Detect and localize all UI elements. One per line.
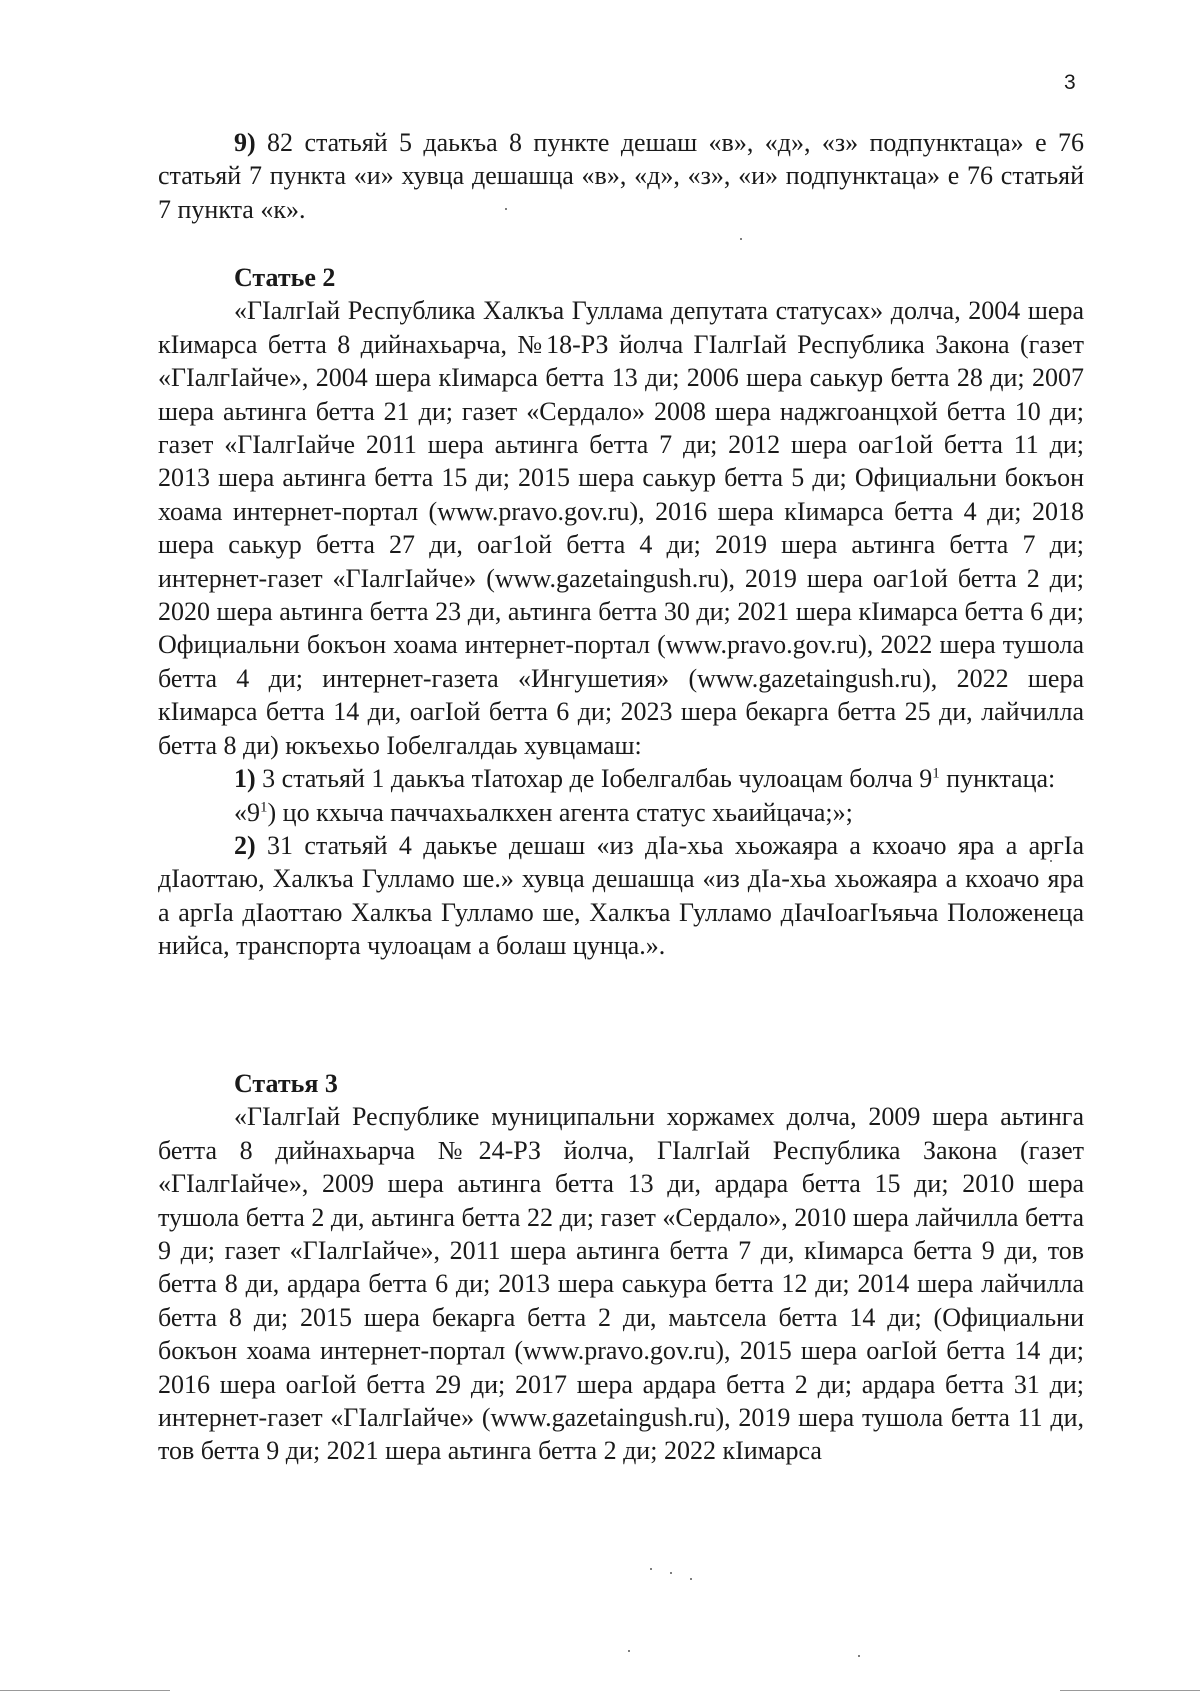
item-9-block <box>158 126 1084 226</box>
article-2-item-1-tail: пунктаца: <box>939 764 1056 794</box>
article-2-item-1-number: 1) <box>234 764 256 794</box>
scan-edge-line <box>1060 1690 1200 1691</box>
article-3-section <box>158 1067 1084 1468</box>
article-2-item-2 <box>158 829 1084 963</box>
article-2-item-1 <box>158 762 1084 795</box>
scan-speck <box>858 1655 860 1657</box>
article-3-intro: «ГIалгIай Республике муниципальни хоржамех долча, 2009 шера аьтинга бетта 8 дийнахьарча №24-РЗ йолча, ГIалгIай Республика Закона (газет «ГIалгIайче», 2009 шера аьтинга бетта 13 ди, ардара бетта 15 ди; 2010 шера тушола бетта 2 ди, аьтинга бетта 22 ди; газет «Сердало», 2010 шера лайчилла бетта 9 ди; газет «ГIалгIайче», 2011 шера аьтинга бетта 7 ди, кIимарса бетта 9 ди, тов бетта 8 ди, ардара бетта 6 ди; 2013 шера саькура бетта 12 ди; 2014 шера лайчилла бетта 8 ди; 2015 шера бекарга бетта 2 ди, маьтсела бетта 14 ди; (Официальни бокъон хоама интернет-портал (www.pravo.gov.ru), 2015 шера оагIой бетта 14 ди; 2016 шера оагIой бетта 29 ди; 2017 шера ардара бетта 2 ди; ардара бетта 31 ди; интернет-газет «ГIалгIайче» (www.gazetaingush.ru), 2019 шера тушола бетта 11 ди, тов бетта 9 ди; 2021 шера аьтинга бетта 2 ди; 2022 кIимарса <box>158 1102 1084 1466</box>
scan-speck <box>690 1578 692 1580</box>
scan-speck <box>628 1650 630 1652</box>
scan-speck <box>1050 860 1052 862</box>
item-9-text: 82 статьяй 5 даькъа 8 пункте дешаш «в», «д», «з» подпунктаца» е 76 статьяй 7 пункта «и» хувца дешашца «в», «д», «з», «и» подпунктаца» е 76 статьяй 7 пункта «к». <box>158 128 1084 224</box>
scan-speck <box>505 208 507 210</box>
page-number: 3 <box>1064 71 1076 94</box>
quoted-subitem-text: ) цо кхыча паччахьалкхен агента статус хьаийцача;»; <box>267 797 853 827</box>
item-9-number: 9) <box>234 128 256 157</box>
article-3-heading: Статья 3 <box>234 1069 338 1098</box>
quoted-subitem-superscript: 1 <box>260 798 268 815</box>
article-2-heading: Статье 2 <box>234 263 336 292</box>
article-2-item-2-number: 2) <box>234 830 256 860</box>
item-9-paragraph <box>158 126 1084 226</box>
article-2-item-1-superscript: 1 <box>932 765 940 782</box>
quoted-subitem-open: «9 <box>234 797 260 827</box>
article-2-quoted-subitem <box>158 796 1084 829</box>
article-2-item-1-text: 3 статьяй 1 даькъа тIатохар де Iобелгалбаь чулоацам болча 9 <box>255 764 933 794</box>
article-2-section <box>158 261 1084 963</box>
scan-speck <box>650 1568 652 1570</box>
scan-speck <box>740 238 742 240</box>
scan-speck <box>670 1572 672 1574</box>
article-2-item-2-text: 31 статьяй 4 даькъе дешаш «из дIа-хьа хьожаяра а кхоачо яра а аргIа дIаоттаю, Халкъа Гулламо ше.» хувца дешашца «из дIа-хьа хьожаяра а кхоачо яра а аргIа дIаоттаю Халкъа Гулламо ше, Халкъа Гулламо дIачIоагIъяьча Положенеца нийса, транспорта чулоацам а болаш цунца.». <box>158 830 1084 961</box>
scan-edge-line <box>0 1690 170 1691</box>
article-2-intro: «ГIалгIай Республика Халкъа Гуллама депутата статусах» долча, 2004 шера кIимарса бетта 8 дийнахьарча, №18-РЗ йолча ГIалгIай Республика Закона (газет «ГIалгIайче», 2004 шера кIимарса бетта 13 ди; 2006 шера саькур бетта 28 ди; 2007 шера аьтинга бетта 21 ди; газет «Сердало» 2008 шера наджгоанцхой бетта 10 ди; газет «ГIалгIайче 2011 шера аьтинга бетта 7 ди; 2012 шера оаг1ой бетта 11 ди; 2013 шера аьтинга бетта 15 ди; 2015 шера саькур бетта 5 ди; Официальни бокъон хоама интернет-портал (www.pravo.gov.ru), 2016 шера кIимарса бетта 4 ди; 2018 шера саькур бетта 27 ди, оаг1ой бетта 4 ди; 2019 шера аьтинга бетта 7 ди; интернет-газет «ГIалгIайче» (www.gazetaingush.ru), 2019 шера оаг1ой бетта 2 ди; 2020 шера аьтинга бетта 23 ди, аьтинга бетта 30 ди; 2021 шера кIимарса бетта 6 ди; Официальни бокъон хоама интернет-портал (www.pravo.gov.ru), 2022 шера тушола бетта 4 ди; интернет-газета «Ингушетия» (www.gazetaingush.ru), 2022 шера кIимарса бетта 14 ди, оагIой бетта 6 ди; 2023 шера бекарга бетта 25 ди, лайчилла бетта 8 ди) юкъехьо Iобелгалдаь хувцамаш: <box>158 296 1084 760</box>
